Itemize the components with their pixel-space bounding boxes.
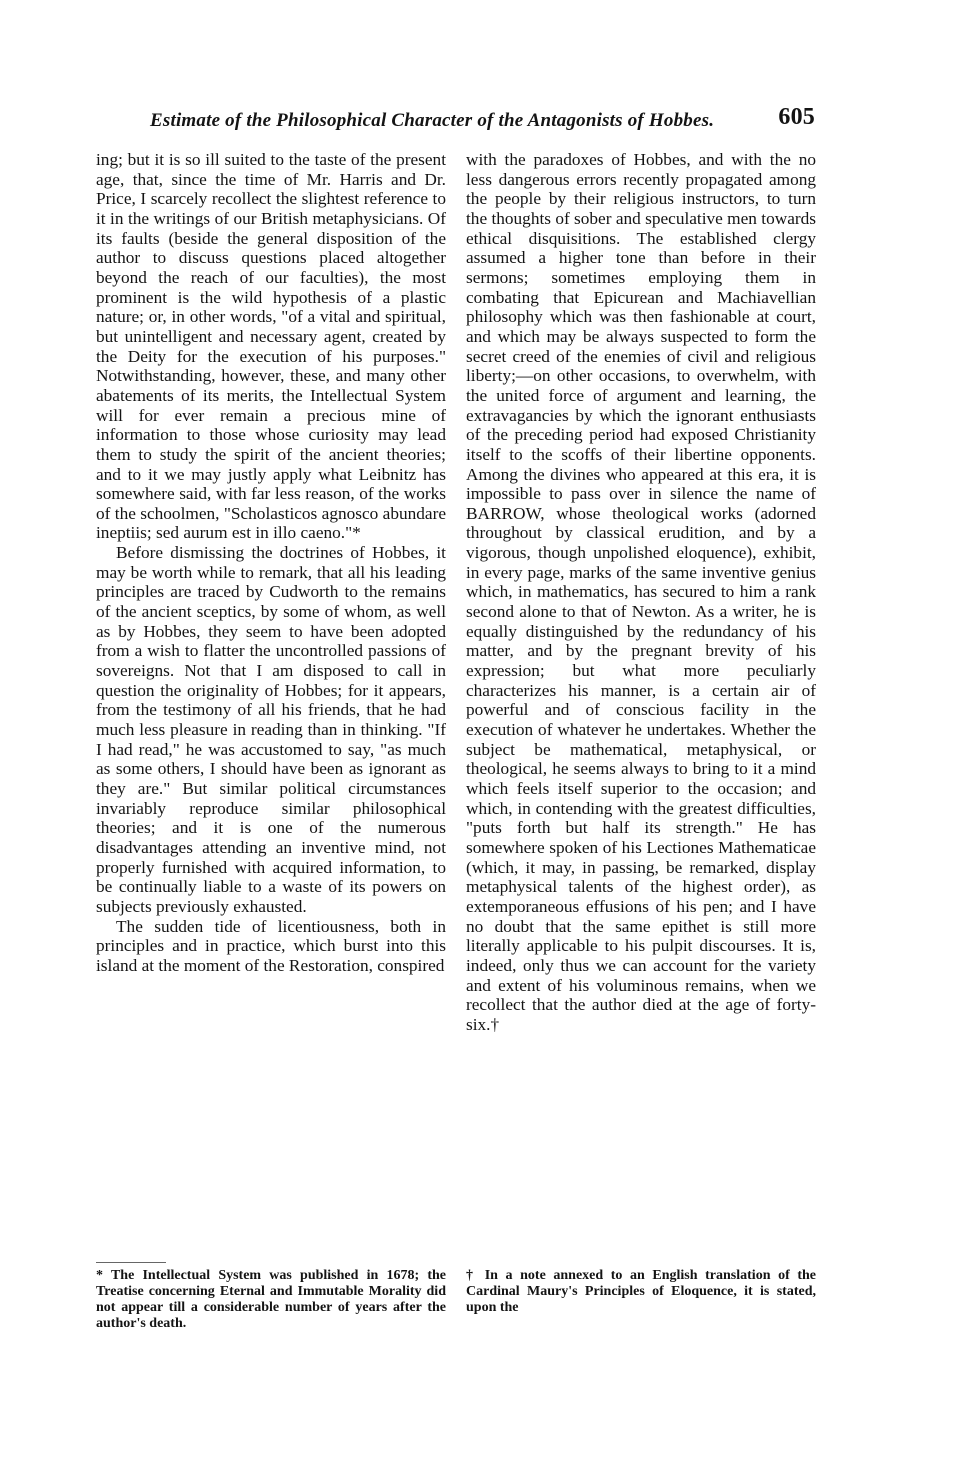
footnote-right: [466, 1268, 816, 1316]
footnote-right-text: † In a note annexed to an English translation of the Cardinal Maury's Principles of Eloquence, it is stated, upon the: [466, 1268, 816, 1315]
running-title: Estimate of the Philosophical Character of the Antagonists of Hobbes.: [150, 110, 715, 131]
footnote-divider-left: [96, 1262, 166, 1263]
page-number: 605: [778, 104, 815, 130]
left-paragraph-3: The sudden tide of licentiousness, both in principles and in practice, which burst into this island at the moment of the Restoration, conspired: [96, 916, 446, 975]
right-column: [466, 150, 816, 1035]
footnote-left-text: * The Intellectual System was published in 1678; the Treatise concerning Eternal and Immutable Morality did not appear till a considerable number of years after the author's death.: [96, 1268, 446, 1331]
footnote-left: [96, 1268, 446, 1332]
left-paragraph-2: Before dismissing the doctrines of Hobbes, it may be worth while to remark, that all his leading principles are traced by Cudworth to the remains of the ancient sceptics, by some of whom, as well as by Hobbes, they seem to have been adopted from a wish to flatter the uncontrolled passions of sovereigns. Not that I am disposed to call in question the originality of Hobbes; for it appears, from the testimony of all his friends, that he had much less pleasure in reading than in thinking. "If I had read," he was accustomed to say, "as much as some others, I should have been as ignorant as they are." But similar political circumstances invariably reproduce similar philosophical theories; and it is one of the numerous disadvantages attending an inventive mind, not properly furnished with acquired information, to be continually liable to a waste of its powers on subjects previously exhausted.: [96, 543, 446, 916]
left-column: [96, 150, 446, 976]
left-paragraph-1: ing; but it is so ill suited to the taste of the present age, that, since the time of Mr. Harris and Dr. Price, I scarcely recollect the slightest reference to it in the writings of our British metaphysicians. Of its faults (beside the general disposition of the author to discuss questions placed altogether beyond the reach of our faculties), the most prominent is the wild hypothesis of a plastic nature; or, in other words, "of a vital and spiritual, but unintelligent and necessary agent, created by the Deity for the execution of his purposes." Notwithstanding, however, these, and many other abatements of its merits, the Intellectual System will for ever remain a precious mine of information to those whose curiosity may lead them to study the spirit of the ancient theories; and to it we may justly apply what Leibnitz has somewhere said, with far less reason, of the works of the schoolmen, "Scholasticos agnosco abundare ineptiis; sed aurum est in illo caeno."*: [96, 150, 446, 543]
right-paragraph-1: with the paradoxes of Hobbes, and with the no less dangerous errors recently propagated among the people by their religious instructors, to turn the thoughts of sober and speculative men towards ethical disquisitions. The established clergy assumed a higher tone than before in their sermons; sometimes employing them in combating that Epicurean and Machiavellian philosophy which was then fashionable at court, and which may be always suspected to form the secret creed of the enemies of civil and religious liberty;—on other occasions, to overwhelm, with the united force of argument and learning, the extravagancies by which the ignorant enthusiasts of the preceding period had exposed Christianity itself to the scoffs of their libertine opponents. Among the divines who appeared at this era, it is impossible to pass over in silence the name of BARROW, whose theological works (adorned throughout by classical erudition, and by a vigorous, though unpolished eloquence), exhibit, in every page, marks of the same inventive genius which, in mathematics, has secured to him a rank second alone to that of Newton. As a writer, he is equally distinguished by the redundancy of his matter, and by the pregnant brevity of his expression; but what more peculiarly characterizes his manner, is a certain air of powerful and of conscious facility in the execution of whatever he undertakes. Whether the subject be mathematical, metaphysical, or theological, he seems always to bring to it a mind which feels itself superior to the occasion; and which, in contending with the greatest difficulties, "puts forth but half its strength." He has somewhere spoken of his Lectiones Mathematicae (which, it may, in passing, be remarked, display metaphysical talents of the highest order), as extemporaneous effusions of his pen; and I have no doubt that the same epithet is still more literally applicable to his pulpit discourses. It is, indeed, only thus we can account for the variety and extent of his voluminous remains, when we recollect that the author died at the age of forty-six.†: [466, 150, 816, 1034]
running-header: [150, 102, 815, 138]
